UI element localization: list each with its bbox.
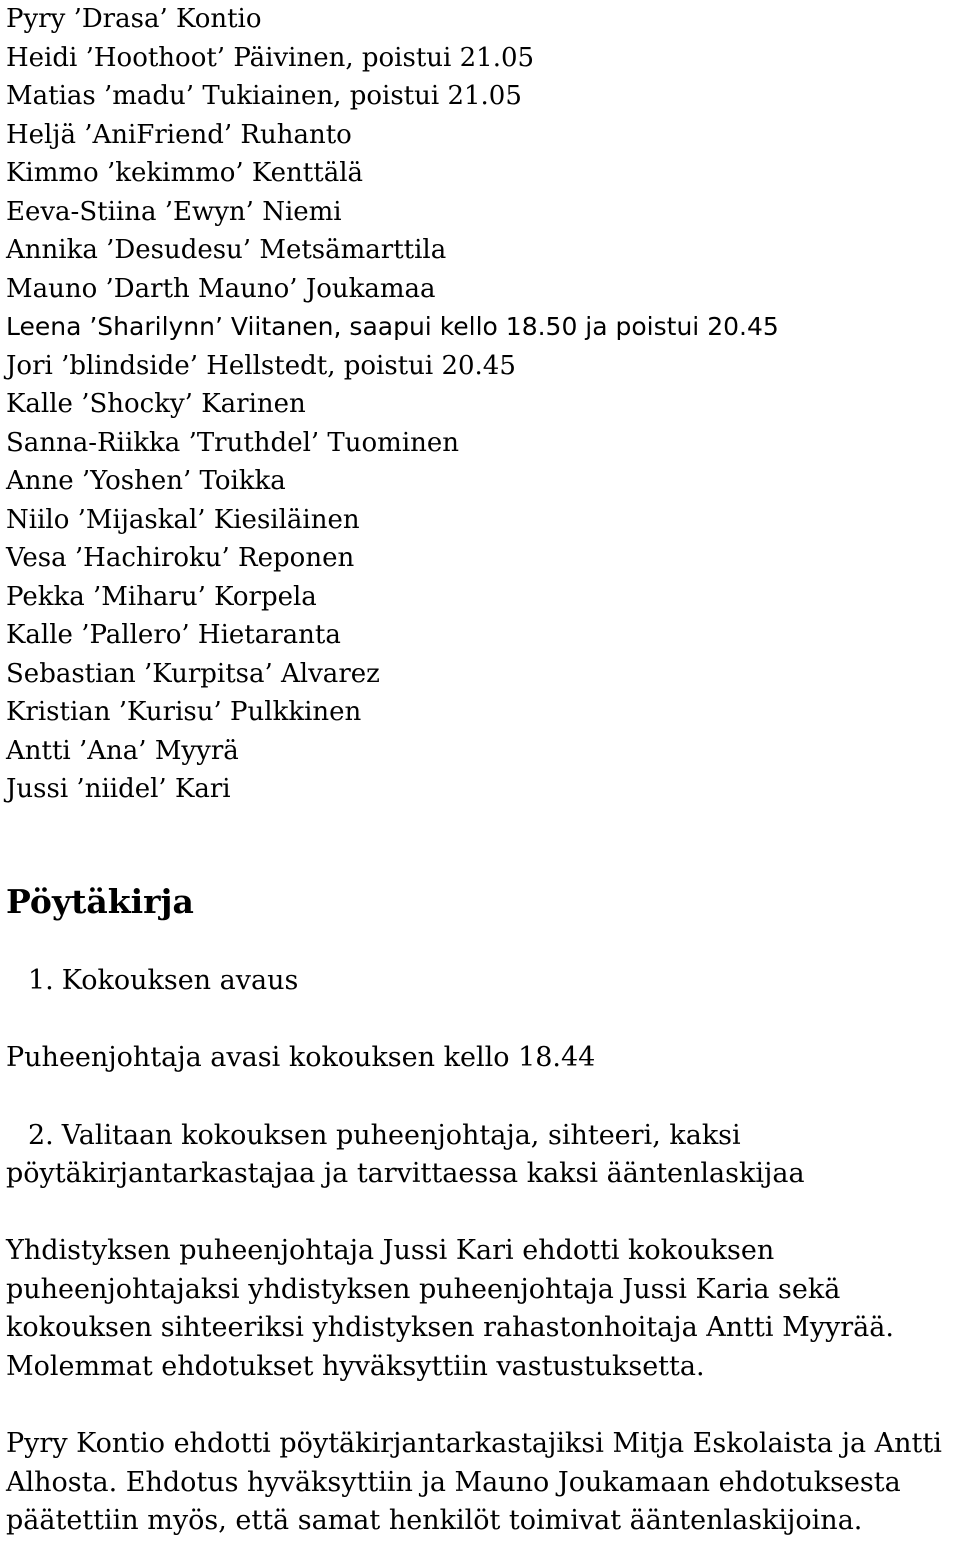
- attendee-item: Kalle ’Pallero’ Hietaranta: [6, 620, 341, 650]
- agenda-item-2-title: [28, 1117, 741, 1156]
- attendee-item: Kristian ’Kurisu’ Pulkkinen: [6, 697, 362, 727]
- agenda-item-2-title-continued: pöytäkirjantarkastajaa ja tarvittaessa kaksi ääntenlaskijaa: [6, 1158, 805, 1189]
- attendee-item: Sanna-Riikka ’Truthdel’ Tuominen: [6, 427, 460, 458]
- attendee-item: Heidi ’Hoothoot’ Päivinen, poistui 21.05: [6, 42, 535, 73]
- attendee-item: Eeva-Stiina ’Ewyn’ Niemi: [6, 196, 342, 227]
- attendee-item: Niilo ’Mijaskal’ Kiesiläinen: [6, 504, 360, 535]
- paragraph-line: Alhosta. Ehdotus hyväksyttiin ja Mauno Joukamaan ehdotuksesta: [6, 1466, 901, 1498]
- attendee-item: Pekka ’Miharu’ Korpela: [6, 581, 317, 612]
- attendee-item: Vesa ’Hachiroku’ Reponen: [6, 543, 355, 573]
- attendee-item: Kimmo ’kekimmo’ Kenttälä: [6, 158, 364, 188]
- attendee-item: Leena ’Sharilynn’ Viitanen, saapui kello 18.50 ja poistui 20.45: [6, 312, 779, 341]
- attendee-list: [6, 0, 958, 809]
- attendee-item: Anne ’Yoshen’ Toikka: [6, 466, 286, 496]
- attendee-item: Annika ’Desudesu’ Metsämarttila: [6, 235, 447, 265]
- attendee-item: Kalle ’Shocky’ Karinen: [6, 389, 306, 419]
- attendee-item: Jori ’blindside’ Hellstedt, poistui 20.45: [6, 350, 516, 381]
- paragraph-line: päätettiin myös, että samat henkilöt toimivat ääntenlaskijoina.: [6, 1505, 863, 1536]
- attendee-item: Sebastian ’Kurpitsa’ Alvarez: [6, 658, 380, 689]
- agenda-item-number: 1.: [28, 965, 54, 996]
- agenda-item-1-text: Puheenjohtaja avasi kokouksen kello 18.44: [6, 1042, 596, 1073]
- document-page: [6, 0, 958, 1536]
- attendee-item: Matias ’madu’ Tukiainen, poistui 21.05: [6, 81, 522, 111]
- agenda-item-number: 2.: [28, 1120, 54, 1151]
- agenda-item-2-paragraph-1: [6, 1232, 960, 1386]
- agenda-item-2-paragraph-2: [6, 1425, 960, 1541]
- attendee-item: Antti ’Ana’ Myyrä: [6, 735, 239, 766]
- agenda-item-label: Kokouksen avaus: [61, 965, 299, 996]
- paragraph-line: Yhdistyksen puheenjohtaja Jussi Kari ehdotti kokouksen: [6, 1235, 775, 1266]
- paragraph-line: puheenjohtajaksi yhdistyksen puheenjohtaja Jussi Karia sekä: [6, 1273, 841, 1305]
- minutes-heading: Pöytäkirja: [6, 882, 194, 921]
- agenda-item-label: Valitaan kokouksen puheenjohtaja, sihteeri, kaksi: [61, 1120, 741, 1151]
- attendee-item: Heljä ’AniFriend’ Ruhanto: [6, 119, 352, 150]
- attendee-item: Mauno ’Darth Mauno’ Joukamaa: [6, 273, 436, 304]
- attendee-item: Jussi ’niidel’ Kari: [6, 774, 231, 804]
- attendee-item: Pyry ’Drasa’ Kontio: [6, 4, 262, 34]
- paragraph-line: Molemmat ehdotukset hyväksyttiin vastustuksetta.: [6, 1350, 705, 1382]
- paragraph-line: Pyry Kontio ehdotti pöytäkirjantarkastajiksi Mitja Eskolaista ja Antti: [6, 1428, 942, 1459]
- agenda-item-1-title: [28, 962, 298, 1001]
- paragraph-line: kokouksen sihteeriksi yhdistyksen rahastonhoitaja Antti Myyrää.: [6, 1312, 894, 1343]
